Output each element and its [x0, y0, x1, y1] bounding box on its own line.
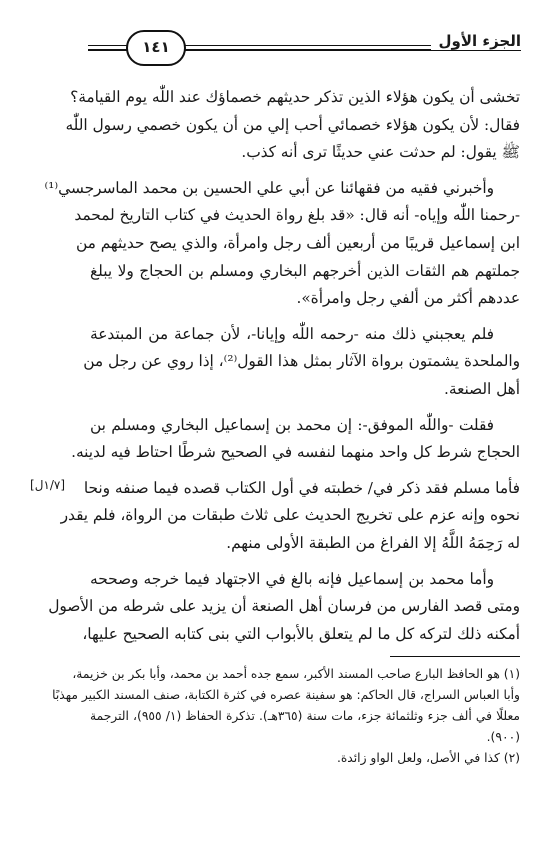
text-line: فقلت -واللّٰه الموفق-: إن محمد بن إسماعيل البخاري ومسلم بن — [90, 415, 494, 434]
manuscript-folio-note: [١/٧ل] — [30, 478, 66, 492]
text-line: الحجاج شرط كل واحد منهما لنفسه في الصحيح شرطًا احتاط فيه لدينه. — [71, 443, 520, 462]
text-line: وأخبرني فقيه من فقهائنا عن أبي علي الحسين بن محمد الماسرجسي⁽¹⁾ — [44, 178, 494, 197]
footnotes — [52, 664, 521, 769]
footnote-line: معللًا في ألف جزء وثلثمائة جزء، مات سنة (٣٦٥هـ). تذكرة الحفاظ (١/ ٩٥٥)، الترجمة — [90, 709, 521, 723]
text-line: فلم يعجبني ذلك منه -رحمه اللّٰه وإيانا-، لأن جماعة من المبتدعة — [90, 324, 494, 343]
text-line: ومتى قصد الفارس من فرسان أهل الصنعة أن يزيد على شرطه من الأصول — [48, 597, 520, 616]
footnote-line: (٢) كذا في الأصل، ولعل الواو زائدة. — [336, 751, 520, 765]
text-line: -رحمنا اللّٰه وإياه- أنه قال: «قد بلغ رواة الحديث في كتاب التاريخ لمحمد — [74, 206, 520, 225]
text-line: والملحدة يشمتون برواة الآثار بمثل هذا القول⁽²⁾، إذا روي عن رجل من — [83, 352, 520, 371]
text-line: جملتهم هم الثقات الذين أخرجهم البخاري ومسلم بن الحجاج ولا يبلغ — [90, 261, 520, 280]
footnote-line: وأبا العباس السراج، قال الحاكم: هو سفينة عصره في كثرة الكتابة، صنف المسند الكبير مهذبًا — [52, 688, 520, 702]
text-line: فقال: لأن يكون هؤلاء خصمائي أحب إلي من أن يكون خصمي رسول اللّٰه — [65, 115, 520, 134]
part-label: الجزء الأول — [431, 32, 521, 50]
text-line: وأما محمد بن إسماعيل فإنه بالغ في الاجتهاد فيما خرجه وصححه — [90, 569, 494, 588]
page-number: ١٤١ — [126, 30, 186, 66]
text-line: فأما مسلم فقد ذكر في/ خطبته في أول الكتاب قصده فيما صنفه ونحا — [83, 478, 520, 497]
text-line: أمكنه ذلك لتركه كل ما لم يتعلق بالأبواب التي بنى كتابه الصحيح عليها، — [82, 624, 520, 643]
text-line: ابن إسماعيل قريبًا من أربعين ألف رجل وامرأة، والذي يصح حديثهم من — [76, 233, 520, 252]
text-line: تخشى أن يكون هؤلاء الذين تذكر حديثهم خصماؤك عند اللّٰه يوم القيامة؟ — [70, 88, 520, 106]
text-line: أهل الصنعة. — [444, 379, 520, 398]
footnote-line: (٩٠٠). — [486, 730, 520, 744]
text-line: له رَحِمَهُ اللَّهُ إلا الفراغ من الطبقة الأولى منهم. — [226, 533, 520, 552]
text-line: ﷺ يقول: لم حدثت عني حديثًا ترى أنه كذب. — [241, 143, 520, 162]
page-header — [88, 30, 521, 64]
footnote-separator — [390, 656, 520, 657]
text-line: عددهم أكثر من ألفي رجل وامرأة». — [296, 289, 520, 308]
footnote-line: (١) هو الحافظ البارع صاحب المسند الأكبر، سمع جده أحمد بن محمد، وأبا بكر بن خزيمة، — [72, 667, 520, 681]
text-line: نحوه وإنه عزم على تخريج الحديث على ثلاث طبقات من الرواة، فلم يقدر — [60, 506, 520, 525]
